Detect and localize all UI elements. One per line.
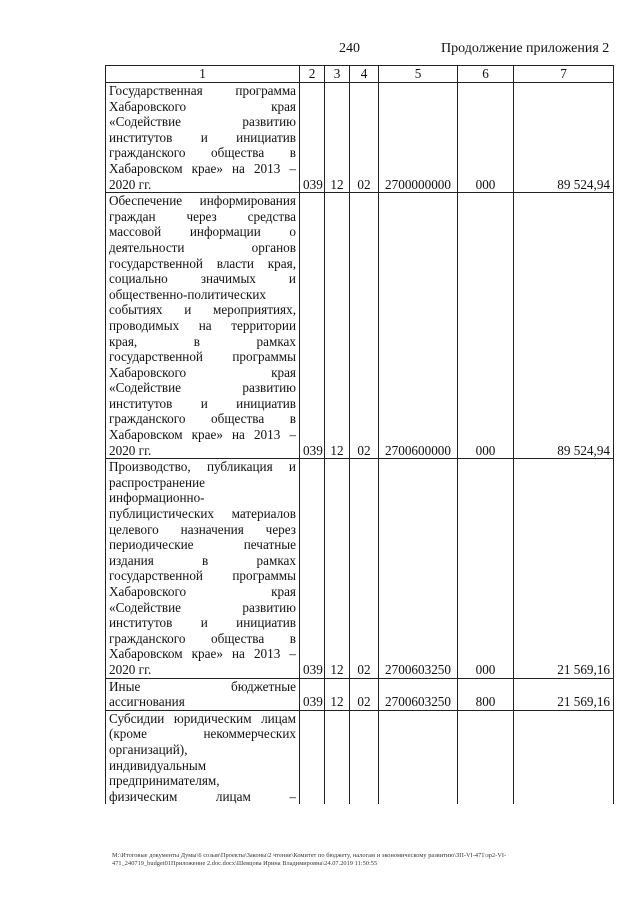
cell-c3: 12 bbox=[325, 193, 350, 459]
row-name-line: Производство, публикация и bbox=[109, 459, 296, 475]
cell-c4: 02 bbox=[350, 459, 379, 678]
cell-c6: 000 bbox=[458, 459, 514, 678]
cell-c6: 000 bbox=[458, 193, 514, 459]
cell-c5 bbox=[379, 710, 458, 804]
row-name-line: гражданского общества в bbox=[109, 411, 296, 427]
row-name-line: социально значимых и bbox=[109, 271, 296, 287]
row-name-cell bbox=[106, 459, 300, 678]
cell-c6: 800 bbox=[458, 678, 514, 710]
cell-c6: 000 bbox=[458, 83, 514, 193]
table-row bbox=[106, 459, 614, 678]
row-name-line: государственной программы bbox=[109, 349, 296, 365]
row-name-line: Государственная программа bbox=[109, 83, 296, 98]
row-name-line: Хабаровского края bbox=[109, 584, 296, 599]
cell-c2: 039 bbox=[300, 83, 325, 193]
column-header: 7 bbox=[514, 66, 614, 83]
row-name-cell bbox=[106, 710, 300, 804]
column-header: 2 bbox=[300, 66, 325, 83]
cell-c5: 2700600000 bbox=[379, 193, 458, 459]
row-name-line: институтов и инициатив bbox=[109, 615, 296, 631]
cell-c4: 02 bbox=[350, 678, 379, 710]
table-row bbox=[106, 83, 614, 193]
document-path-footer bbox=[112, 852, 617, 868]
cell-c4: 02 bbox=[350, 83, 379, 193]
row-name-line: Хабаровском крае» на 2013 – bbox=[109, 427, 296, 443]
cell-c7: 21 569,16 bbox=[514, 678, 614, 710]
cell-c3 bbox=[325, 710, 350, 804]
row-name-line: Хабаровского края bbox=[109, 364, 296, 380]
cell-c7: 89 524,94 bbox=[514, 193, 614, 459]
row-name-line: Хабаровском крае» на 2013 – bbox=[109, 646, 296, 662]
row-name-line: «Содействие развитию bbox=[109, 380, 296, 396]
cell-c3: 12 bbox=[325, 83, 350, 193]
table-row bbox=[106, 678, 614, 710]
row-name-line: публицистических материалов bbox=[109, 506, 296, 522]
column-number-row bbox=[106, 66, 614, 83]
cell-c5: 2700000000 bbox=[379, 83, 458, 193]
cell-c2: 039 bbox=[300, 459, 325, 678]
row-name-line: распространение bbox=[109, 474, 205, 490]
cell-c7: 21 569,16 bbox=[514, 459, 614, 678]
row-name-line: издания в рамках bbox=[109, 552, 296, 568]
row-name-line: организаций), bbox=[109, 741, 188, 757]
row-name-line: Обеспечение информирования bbox=[109, 193, 296, 209]
row-name-line: 2020 гг. bbox=[109, 661, 152, 677]
table-row bbox=[106, 193, 614, 459]
appendix-continuation-label: Продолжение приложения 2 bbox=[441, 41, 610, 56]
cell-c4: 02 bbox=[350, 193, 379, 459]
row-name-line: общественно-политических bbox=[109, 286, 267, 302]
row-name-line: индивидуальным bbox=[109, 757, 207, 773]
row-name-line: края, в рамках bbox=[109, 333, 296, 349]
cell-c3: 12 bbox=[325, 459, 350, 678]
row-name-line: Хабаровском крае» на 2013 – bbox=[109, 160, 296, 176]
row-name-cell bbox=[106, 678, 300, 710]
cell-c5: 2700603250 bbox=[379, 459, 458, 678]
cell-c2: 039 bbox=[300, 678, 325, 710]
row-name-line: информационно- bbox=[109, 490, 205, 506]
row-name-line: «Содействие развитию bbox=[109, 114, 296, 130]
page-number: 240 bbox=[339, 41, 360, 56]
row-name-line: «Содействие развитию bbox=[109, 599, 296, 615]
row-name-line: граждан через средства bbox=[109, 208, 296, 224]
row-name-line: (кроме некоммерческих bbox=[109, 726, 296, 742]
row-name-line: деятельности органов bbox=[109, 239, 296, 255]
row-name-cell bbox=[106, 193, 300, 459]
row-name-line: массовой информации о bbox=[109, 224, 296, 240]
row-name-line: гражданского общества в bbox=[109, 145, 296, 161]
cell-c3: 12 bbox=[325, 678, 350, 710]
row-name-line: периодические печатные bbox=[109, 537, 296, 553]
row-name-line: государственной программы bbox=[109, 568, 296, 584]
row-name-line: предпринимателям, bbox=[109, 773, 220, 789]
footer-line: 471_240719_budget01Приложение 2.doc.docx\Шевцова Ирина Владимировна\24.07.2019 11:50:55 bbox=[112, 860, 378, 867]
column-header: 4 bbox=[350, 66, 379, 83]
cell-c2: 039 bbox=[300, 193, 325, 459]
cell-c5: 2700603250 bbox=[379, 678, 458, 710]
cell-c7: 89 524,94 bbox=[514, 83, 614, 193]
cell-c4 bbox=[350, 710, 379, 804]
cell-c7 bbox=[514, 710, 614, 804]
column-header: 1 bbox=[106, 66, 300, 83]
row-name-line: государственной власти края, bbox=[109, 255, 296, 271]
row-name-line: Субсидии юридическим лицам bbox=[109, 710, 296, 726]
row-name-line: проводимых на территории bbox=[109, 317, 296, 333]
row-name-line: Иные бюджетные bbox=[109, 678, 296, 694]
column-header: 3 bbox=[325, 66, 350, 83]
row-name-cell bbox=[106, 83, 300, 193]
row-name-line: институтов и инициатив bbox=[109, 129, 296, 145]
cell-c2 bbox=[300, 710, 325, 804]
row-name-line: ассигнования bbox=[109, 694, 185, 710]
row-name-line: Хабаровского края bbox=[109, 98, 296, 114]
row-name-line: целевого назначения через bbox=[109, 521, 296, 537]
row-name-line: 2020 гг. bbox=[109, 442, 152, 458]
column-header: 5 bbox=[379, 66, 458, 83]
row-name-line: 2020 гг. bbox=[109, 176, 152, 192]
cell-c6 bbox=[458, 710, 514, 804]
footer-line: M:\Итоговые документы Думы\6 созыв\Проекты\Законы\2 чтение\Комитет по бюджету, налогам и экономическому развитию\ЗП-VI-471\зр2-VI- bbox=[112, 852, 507, 859]
column-header: 6 bbox=[458, 66, 514, 83]
table-row bbox=[106, 710, 614, 804]
row-name-line: событиях и мероприятиях, bbox=[109, 302, 296, 318]
row-name-line: физическим лицам – bbox=[109, 788, 296, 804]
row-name-line: гражданского общества в bbox=[109, 630, 296, 646]
row-name-line: институтов и инициатив bbox=[109, 395, 296, 411]
budget-table bbox=[105, 65, 614, 804]
